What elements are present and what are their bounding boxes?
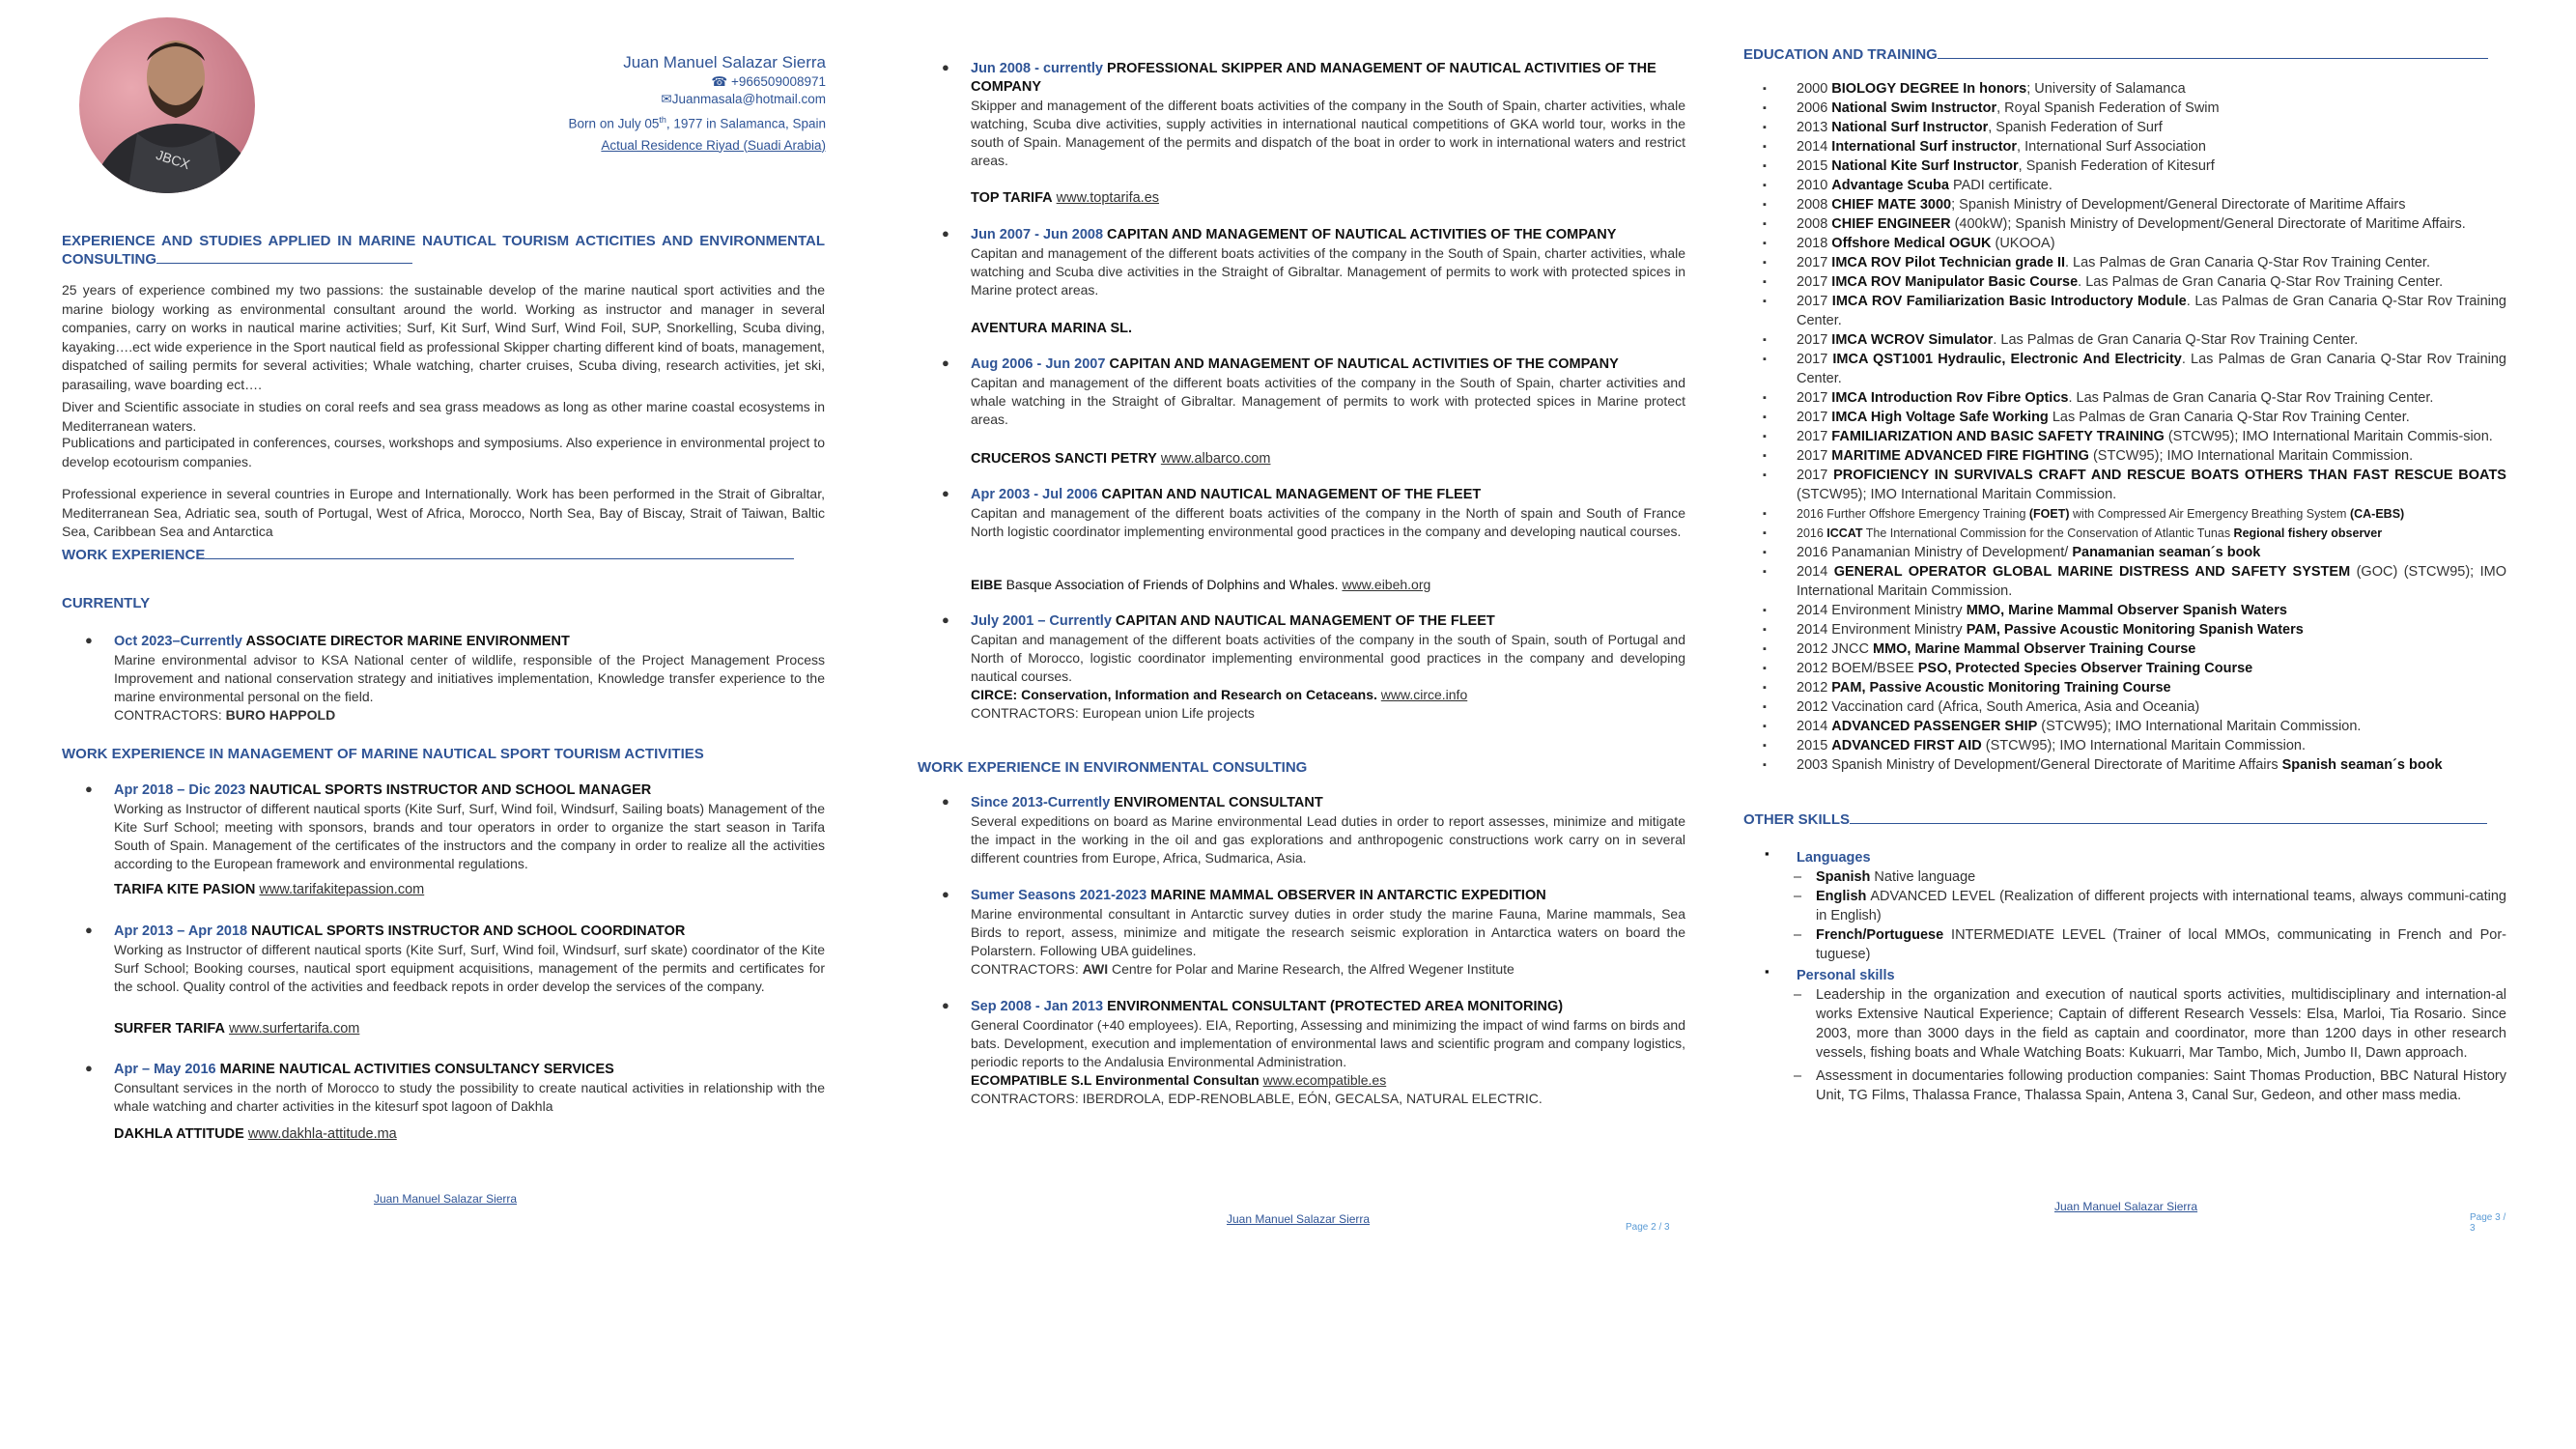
education-item [1743, 137, 2506, 156]
bullet-icon: ● [85, 633, 93, 647]
org-dakhla-attitude [114, 1126, 397, 1142]
section-title-education [1743, 46, 2488, 63]
edu-title: ICCAT [1826, 526, 1863, 540]
birth-prefix: Born on July 05 [568, 116, 660, 131]
entry-date: Oct 2023–Currently [114, 634, 242, 649]
section-rule [1850, 822, 2487, 824]
edu-year: 2010 [1797, 178, 1832, 193]
section-title-text: OTHER SKILLS [1743, 811, 1851, 828]
entry-contractors [971, 1090, 1685, 1108]
edu-year: 2017 [1797, 255, 1832, 270]
edu-year: 2015 [1797, 738, 1832, 753]
section-rule [156, 262, 412, 264]
personal-skills-heading: ▪ Personal skills [1743, 966, 2506, 985]
edu-year: 2017 [1797, 332, 1832, 348]
org-website-link[interactable]: www.dakhla-attitude.ma [247, 1126, 397, 1142]
education-item [1743, 388, 2506, 408]
summary-paragraph-4: Professional experience in several countries in Europe and Internationally. Work has been performed in the Strait of Gibraltar, Mediterranean Sea, Adriatic sea, south of Portugal, West of Africa, Morocco, North Sea, Bay of Biscay, Strait of Taiwan, Baltic Sea, Caribbean Sea and Antarctica [62, 486, 825, 539]
education-item [1743, 408, 2506, 427]
entry-contractors [971, 960, 1685, 979]
education-item [1743, 524, 2506, 543]
edu-title: National Kite Surf Instructor [1831, 158, 2019, 174]
bullet-icon: ● [942, 998, 949, 1012]
education-item [1743, 156, 2506, 176]
entry-contractors [971, 704, 1685, 723]
entry-date: Apr 2018 – Dic 2023 [114, 782, 246, 798]
edu-title-2: Regional fishery observer [2233, 526, 2383, 540]
edu-title: IMCA ROV Manipulator Basic Course [1831, 274, 2079, 290]
entry-heading [971, 355, 1685, 374]
entry-heading [114, 1061, 825, 1079]
education-item [1743, 755, 2506, 775]
entry-date: July 2001 – Currently [971, 613, 1112, 629]
profile-photo [79, 17, 255, 193]
language-item [1743, 925, 2506, 964]
entry-title: CAPITAN AND MANAGEMENT OF NAUTICAL ACTIVITIES OF THE COMPANY [1107, 227, 1617, 242]
edu-title: PROFICIENCY IN SURVIVALS CRAFT AND RESCUE BOATS OTHERS THAN FAST RESCUE BOATS [1833, 468, 2506, 483]
entry-heading [971, 794, 1685, 812]
language-level: ADVANCED LEVEL (Realization of different projects with international teams, always communi-cating in English) [1816, 889, 2506, 923]
bullet-icon: ● [942, 486, 949, 500]
skipper-entry-5 [942, 612, 1685, 723]
edu-title: GENERAL OPERATOR GLOBAL MARINE DISTRESS AND SAFETY SYSTEM [1833, 564, 2351, 580]
org-name: CIRCE: Conservation, Information and Research on Cetaceans. [971, 687, 1377, 702]
education-list [1743, 79, 2506, 775]
edu-detail: (STCW95); IMO International Maritain Commission. [1981, 738, 2306, 753]
section-rule [205, 557, 794, 559]
org-name: TARIFA KITE PASION [114, 882, 256, 897]
edu-detail: Las Palmas de Gran Canaria Q-Star Rov Training Center. [2048, 410, 2410, 425]
entry-heading [114, 923, 825, 941]
page3-footer-name: Juan Manuel Salazar Sierra [2054, 1200, 2198, 1213]
section-title-text: WORK EXPERIENCE [62, 547, 206, 563]
org-aventura-marina [971, 321, 1132, 336]
education-item [1743, 176, 2506, 195]
edu-year: 2017 [1797, 274, 1832, 290]
edu-year: 2014 Environment Ministry [1797, 622, 1967, 638]
edu-year: 2008 [1797, 197, 1832, 213]
language-item [1743, 867, 2506, 887]
bullet-icon: ● [942, 355, 949, 370]
edu-detail: . Las Palmas de Gran Canaria Q-Star Rov Training Center. [2065, 255, 2430, 270]
entry-description: Capitan and management of the different boats activities of the company in the North of spain and South of France North logistic coordinator implementing environmental good practices in the company and developing nautical courses. [971, 505, 1685, 539]
entry-heading [971, 60, 1685, 97]
education-item [1743, 717, 2506, 736]
edu-title: BIOLOGY DEGREE In honors [1831, 81, 2027, 97]
entry-description: Consultant services in the north of Morocco to study the possibility to create nautical activities in relationship with the whale watching and charter activities in the kitesurf spot lagoon of Dakhla [114, 1080, 825, 1114]
edu-title: IMCA High Voltage Safe Working [1831, 410, 2049, 425]
page2-footer-name: Juan Manuel Salazar Sierra [1227, 1212, 1371, 1226]
org-name: EIBE [971, 577, 1003, 592]
org-name: ECOMPATIBLE S.L Environmental Consultan [971, 1072, 1260, 1088]
edu-year: 2016 Further Offshore Emergency Training [1797, 507, 2029, 521]
personal-skill-item: – Assessment in documentaries following production companies: Saint Thomas Production, BBC Natural History Unit, TG Films, Thalassa France, Thalassa Spain, Antena 3, Canal Sur, Gedeon, and other mass media. [1743, 1066, 2506, 1105]
edu-detail: (STCW95); IMO International Maritain Commis-sion. [2164, 429, 2493, 444]
candidate-name: Juan Manuel Salazar Sierra [623, 53, 826, 71]
edu-year: 2008 [1797, 216, 1832, 232]
edu-title: PAM, Passive Acoustic Monitoring Training Course [1831, 680, 2171, 696]
edu-title: IMCA QST1001 Hydraulic, Electronic And Electricity [1832, 352, 2182, 367]
education-item [1743, 736, 2506, 755]
edu-detail: , Royal Spanish Federation of Swim [1996, 100, 2220, 116]
education-item [1743, 234, 2506, 253]
contractors-value: IBERDROLA, EDP-RENOBLABLE, EÓN, GECALSA, NATURAL ELECTRIC. [1082, 1091, 1543, 1106]
language-item [1743, 887, 2506, 925]
contractors-bold: AWI [1082, 961, 1109, 977]
birth-sup: th [659, 115, 666, 125]
bullet-icon: ● [85, 1061, 93, 1075]
edu-title: IMCA ROV Pilot Technician grade II [1831, 255, 2065, 270]
edu-detail: . Las Palmas de Gran Canaria Q-Star Rov Training Center. [2078, 274, 2444, 290]
language-level: INTERMEDIATE LEVEL (Trainer of local MMOs, communicating in French and Por-tuguese) [1816, 927, 2506, 962]
org-name: CRUCEROS SANCTI PETRY [971, 451, 1157, 467]
entry-description: Several expeditions on board as Marine environmental Lead duties in order to report assesses, minimize and mitigate the impact in the working in the oil and gas explorations and anthropogenic constructions work carry on in several different countries from Europe, Africa, Sudmarica, Asia. [971, 813, 1685, 866]
summary-paragraph-2: Diver and Scientific associate in studies on coral reefs and sea grass meadows as long as other marine coastal ecosystems in Mediterranean waters. [62, 399, 825, 434]
entry-title: NAUTICAL SPORTS INSTRUCTOR AND SCHOOL COORDINATOR [251, 923, 686, 939]
cv-page-3 [1743, 0, 2506, 1449]
education-item [1743, 659, 2506, 678]
org-website-link[interactable]: www.eibeh.org [1342, 577, 1431, 592]
bullet-icon: ● [942, 60, 949, 74]
org-description: Basque Association of Friends of Dolphins and Whales. [1005, 577, 1339, 592]
skipper-entry-1 [942, 60, 1685, 170]
education-item [1743, 330, 2506, 350]
edu-detail: with Compressed Air Emergency Breathing System [2069, 507, 2350, 521]
entry-title: CAPITAN AND NAUTICAL MANAGEMENT OF THE FLEET [1101, 487, 1482, 502]
language-level: Native language [1870, 869, 1976, 885]
org-website-link[interactable]: www.ecompatible.es [1262, 1072, 1387, 1088]
entry-date: Jun 2008 - currently [971, 61, 1103, 76]
entry-date: Apr 2003 - Jul 2006 [971, 487, 1098, 502]
org-website-link[interactable]: www.circe.info [1380, 687, 1468, 702]
section-title-text: EDUCATION AND TRAINING [1743, 46, 1938, 63]
contractors-value: European union Life projects [1082, 705, 1255, 721]
education-item [1743, 639, 2506, 659]
email-line [569, 91, 826, 108]
education-item [1743, 678, 2506, 697]
subsection-currently: CURRENTLY [62, 595, 151, 611]
education-item [1743, 79, 2506, 99]
entry-description: Capitan and management of the different boats activities of the company in the South of Spain, charter activities, whale watching and Scuba dive activities in the Straight of Gibraltar. Management of permits to work with protected spices in Marine protect areas. [971, 245, 1685, 298]
edu-title: Panamanian seaman´s book [2072, 545, 2261, 560]
entry-title: ENVIRONMENTAL CONSULTANT (PROTECTED AREA MONITORING) [1107, 999, 1564, 1014]
entry-title: PROFESSIONAL SKIPPER AND MANAGEMENT OF NAUTICAL ACTIVITIES OF THE COMPANY [971, 61, 1656, 95]
education-item [1743, 292, 2506, 330]
edu-detail: , Spanish Federation of Surf [1988, 120, 2163, 135]
entry-title: ENVIROMENTAL CONSULTANT [1114, 795, 1323, 810]
entry-description: Working as Instructor of different nautical sports (Kite Surf, Surf, Wind foil, Windsurf, Sailing boats) Management of the Kite Surf School; meeting with sponsors, brands and tour operators in order to organize the start season in Tarifa South of Spain. Management of the certificates of the instructors and the company in order to realize all the activities according to the European framework and environmental regulations. [114, 801, 825, 871]
edu-year: 2012 Vaccination card (Africa, South America, Asia and Oceania) [1797, 699, 2200, 715]
entry-title: CAPITAN AND NAUTICAL MANAGEMENT OF THE FLEET [1115, 613, 1495, 629]
org-tarifa-kite-pasion [114, 882, 424, 897]
residence-link[interactable]: Actual Residence Riyad (Suadi Arabia) [601, 137, 826, 153]
profile-photo-image [79, 17, 255, 193]
bullet-icon: ● [85, 781, 93, 796]
edu-title: IMCA Introduction Rov Fibre Optics [1831, 390, 2069, 406]
email-link[interactable]: Juanmasala@hotmail.com [671, 92, 826, 106]
edu-title: CHIEF MATE 3000 [1831, 197, 1952, 213]
edu-year: 2017 [1797, 410, 1832, 425]
education-item [1743, 272, 2506, 292]
edu-title: ADVANCED FIRST AID [1831, 738, 1982, 753]
edu-year: 2014 [1797, 719, 1832, 734]
education-item [1743, 99, 2506, 118]
edu-year: 2014 [1797, 564, 1834, 580]
entry-date: Sumer Seasons 2021-2023 [971, 888, 1147, 903]
mail-icon: ✉ [661, 92, 672, 106]
edu-year: 2013 [1797, 120, 1832, 135]
education-item [1743, 118, 2506, 137]
edu-title: PSO, Protected Species Observer Training Course [1917, 661, 2253, 676]
edu-detail: (400kW); Spanish Ministry of Development/General Directorate of Maritime Affairs. [1950, 216, 2466, 232]
entry-title: MARINE NAUTICAL ACTIVITIES CONSULTANCY SERVICES [219, 1062, 614, 1077]
edu-detail: . Las Palmas de Gran Canaria Q-Star Rov Training Center. [1797, 294, 2506, 328]
org-name: TOP TARIFA [971, 190, 1053, 206]
language-name: English [1816, 889, 1867, 904]
edu-title: IMCA ROV Familiarization Basic Introductory Module [1831, 294, 2187, 309]
page1-footer-name: Juan Manuel Salazar Sierra [374, 1192, 518, 1206]
edu-title: (FOET) [2028, 507, 2070, 521]
edu-detail: ; Spanish Ministry of Development/General Directorate of Maritime Affairs [1951, 197, 2406, 213]
contractors-label: CONTRACTORS: [971, 961, 1079, 977]
env-entry-2 [942, 887, 1685, 979]
phone-number: +966509008971 [731, 74, 826, 89]
edu-title: CHIEF ENGINEER [1831, 216, 1951, 232]
edu-title: MARITIME ADVANCED FIRE FIGHTING [1831, 448, 2089, 464]
entry-heading [114, 633, 825, 651]
summary-paragraph-1: 25 years of experience combined my two passions: the sustainable develop of the marine nautical sport activities and the marine biology working as environmental consultant around the world. Working as instructor and manager in several companies, carry on works in nautical marine activities; Surf, Kit Surf, Wind Surf, Wind Foil, SUP, Snorkelling, Scuba diving, kayaking….ect wide experience in the Sport nautical field as professional Skipper charting different kind of boats, management, dispatched of sailing permits for several activities; Whale watching, charter cruises, Scuba diving, research activities, jet ski, parasailing, wave boarding ect…. [62, 282, 825, 392]
edu-title: IMCA WCROV Simulator [1831, 332, 1994, 348]
edu-title-2: (CA-EBS) [2349, 507, 2405, 521]
section-title-other-skills [1743, 811, 2487, 828]
personal-skill-item: – Leadership in the organization and execution of nautical sports activities, multidisciplinary and internation-al works Extensive Nautical Experience; Captain of different Research Vessels: Elsa, Marloi, Tia Rosario. Since 2003, more than 3000 days in the field as captain and coordinator, more than 1200 days in other research vessels, fishing boats and Whale Watching Boats: Kukuarri, Mar Tambo, Mich, Jumbo II, Dawn approach. [1743, 985, 2506, 1063]
edu-detail: , International Surf Association [2017, 139, 2206, 155]
languages-heading: ▪ Languages [1743, 848, 2506, 867]
edu-title: National Swim Instructor [1831, 100, 1997, 116]
edu-detail: PADI certificate. [1948, 178, 2052, 193]
section-title-text: EXPERIENCE AND STUDIES APPLIED IN MARINE NAUTICAL TOURISM ACTICITIES AND ENVIRONMENTAL CONSULTING [62, 233, 825, 268]
env-entry-3 [942, 998, 1685, 1108]
edu-year: 2012 JNCC [1797, 641, 1873, 657]
page2-number: Page 2 / 3 [1626, 1222, 1670, 1233]
entry-description: Working as Instructor of different nautical sports (Kite Surf, Surf, Wind foil, Windsurf, surf skate) coordinator of the Kite Surf School; Booking courses, nautical sport equipment acquisitions, management of the permits and certificates for the school. Quality control of the activities and feedback repots in order develop the services of the company. [114, 942, 825, 994]
phone-line [569, 73, 826, 91]
summary-paragraph-3: Publications and participated in conferences, courses, workshops and symposiums. Also experience in environmental project to develop ecotourism companies. [62, 435, 825, 469]
edu-year: 2015 [1797, 158, 1832, 174]
edu-detail: . Las Palmas de Gran Canaria Q-Star Rov Training Center. [1797, 352, 2506, 386]
education-item [1743, 195, 2506, 214]
entry-title: ASSOCIATE DIRECTOR MARINE ENVIRONMENT [245, 634, 570, 649]
current-job-entry [85, 633, 825, 724]
education-item [1743, 601, 2506, 620]
phone-icon: ☎ [711, 74, 728, 89]
edu-year: 2012 BOEM/BSEE [1797, 661, 1918, 676]
edu-year: 2017 [1797, 294, 1832, 309]
tourism-entry-2 [85, 923, 825, 996]
section-rule [1938, 57, 2488, 59]
edu-year: 2016 Panamanian Ministry of Development/ [1797, 545, 2073, 560]
edu-title: PAM, Passive Acoustic Monitoring Spanish Waters [1966, 622, 2304, 638]
contractors-label: CONTRACTORS: [114, 707, 222, 723]
entry-date: Apr – May 2016 [114, 1062, 216, 1077]
birth-suffix: , 1977 in Salamanca, Spain [665, 116, 826, 131]
edu-detail: , Spanish Federation of Kitesurf [2018, 158, 2215, 174]
entry-date: Jun 2007 - Jun 2008 [971, 227, 1104, 242]
edu-detail: . Las Palmas de Gran Canaria Q-Star Rov Training Center. [2068, 390, 2434, 406]
edu-title: MMO, Marine Mammal Observer Training Course [1872, 641, 2196, 657]
edu-detail: The International Commission for the Conservation of Atlantic Tunas [1862, 526, 2234, 540]
edu-year: 2000 [1797, 81, 1832, 97]
language-name: French/Portuguese [1816, 927, 1944, 943]
education-item [1743, 427, 2506, 446]
birth-info [569, 108, 826, 136]
entry-date: Aug 2006 - Jun 2007 [971, 356, 1106, 372]
bullet-icon: ● [942, 887, 949, 901]
contractors-value: BURO HAPPOLD [225, 707, 336, 723]
org-website-link[interactable]: www.toptarifa.es [1056, 190, 1160, 206]
svg-text:JBCX: JBCX [154, 146, 192, 173]
contractors-label: CONTRACTORS: [971, 1091, 1079, 1106]
entry-title: CAPITAN AND MANAGEMENT OF NAUTICAL ACTIVITIES OF THE COMPANY [1109, 356, 1619, 372]
org-eibe [971, 577, 1430, 592]
edu-title: ADVANCED PASSENGER SHIP [1831, 719, 2038, 734]
skills-block [1743, 848, 2506, 1105]
edu-title: Advantage Scuba [1831, 178, 1949, 193]
edu-year: 2014 Environment Ministry [1797, 603, 1967, 618]
edu-year: 2017 [1797, 448, 1832, 464]
edu-title: Offshore Medical OGUK [1831, 236, 1992, 251]
edu-detail: ; University of Salamanca [2026, 81, 2186, 97]
edu-detail: (GOC) (STCW95); IMO International Maritain Commission. [1797, 564, 2506, 599]
contractors-label: CONTRACTORS: [971, 705, 1079, 721]
section-title-tourism: WORK EXPERIENCE IN MANAGEMENT OF MARINE NAUTICAL SPORT TOURISM ACTIVITIES [62, 746, 704, 762]
page3-number: Page 3 / 3 [2470, 1212, 2506, 1234]
entry-heading [971, 486, 1685, 504]
language-name: Spanish [1816, 869, 1871, 885]
education-item [1743, 620, 2506, 639]
skipper-entry-2 [942, 226, 1685, 299]
entry-date: Sep 2008 - Jan 2013 [971, 999, 1104, 1014]
edu-title: International Surf instructor [1831, 139, 2018, 155]
edu-year: 2017 [1797, 429, 1832, 444]
bullet-icon: ● [942, 612, 949, 627]
section-title-env-consulting: WORK EXPERIENCE IN ENVIRONMENTAL CONSULTING [918, 759, 1308, 776]
edu-detail: (UKOOA) [1991, 236, 2055, 251]
education-item [1743, 466, 2506, 504]
contact-block [569, 52, 826, 156]
education-item [1743, 253, 2506, 272]
entry-date: Since 2013-Currently [971, 795, 1111, 810]
entry-heading [114, 781, 825, 800]
org-website-link[interactable]: www.albarco.com [1160, 451, 1271, 467]
education-item [1743, 543, 2506, 562]
entry-heading [971, 226, 1685, 244]
edu-year: 2017 [1797, 468, 1834, 483]
skipper-entry-4 [942, 486, 1685, 541]
edu-year: 2012 [1797, 680, 1832, 696]
cv-page-2 [918, 0, 1685, 1449]
bullet-icon: ● [85, 923, 93, 937]
skipper-entry-3 [942, 355, 1685, 429]
edu-year: 2018 [1797, 236, 1832, 251]
contractors-value: Centre for Polar and Marine Research, the Alfred Wegener Institute [1111, 961, 1514, 977]
education-item [1743, 214, 2506, 234]
edu-title: National Surf Instructor [1831, 120, 1989, 135]
section-title-experience-studies [62, 232, 825, 269]
org-surfer-tarifa [114, 1021, 359, 1037]
entry-heading [971, 887, 1685, 905]
org-website-link[interactable]: www.tarifakitepassion.com [259, 882, 425, 897]
entry-organisation [971, 686, 1685, 704]
org-name: SURFER TARIFA [114, 1021, 225, 1037]
edu-detail: . Las Palmas de Gran Canaria Q-Star Rov Training Center. [1993, 332, 2359, 348]
entry-title: NAUTICAL SPORTS INSTRUCTOR AND SCHOOL MANAGER [249, 782, 652, 798]
org-website-link[interactable]: www.surfertarifa.com [228, 1021, 360, 1037]
bullet-icon: ● [942, 226, 949, 241]
entry-description: Capitan and management of the different boats activities of the company in the South of Spain, charter activities and whale watching in the Straight of Gibraltar. Management of permits to work with protected spices in Marine protect areas. [971, 375, 1685, 427]
entry-heading [971, 998, 1685, 1016]
edu-year: 2017 [1797, 352, 1833, 367]
education-item [1743, 350, 2506, 388]
edu-year: 2014 [1797, 139, 1832, 155]
entry-date: Apr 2013 – Apr 2018 [114, 923, 248, 939]
org-name: DAKHLA ATTITUDE [114, 1126, 244, 1142]
tourism-entry-3 [85, 1061, 825, 1116]
edu-detail: (STCW95); IMO International Maritain Commission. [2037, 719, 2362, 734]
edu-year: 2006 [1797, 100, 1832, 116]
org-name: AVENTURA MARINA SL. [971, 321, 1133, 336]
entry-heading [971, 612, 1685, 631]
education-item [1743, 562, 2506, 601]
edu-title: Spanish seaman´s book [2281, 757, 2443, 773]
education-item [1743, 504, 2506, 524]
section-title-work-experience [62, 547, 794, 563]
edu-title: FAMILIARIZATION AND BASIC SAFETY TRAINING [1831, 429, 2165, 444]
edu-year: 2003 Spanish Ministry of Development/General Directorate of Maritime Affairs [1797, 757, 2282, 773]
env-entry-1 [942, 794, 1685, 867]
edu-year: 2016 [1797, 526, 1827, 540]
edu-detail: (STCW95); IMO International Maritain Commission. [2088, 448, 2414, 464]
entry-contractors [114, 706, 825, 724]
entry-description: Skipper and management of the different boats activities of the company in the South of Spain, charter activities, whale watching, Scuba dive activities, supply activities in international nautical competitions of GKA world tour, works in the south of Spain. Management of the permits and dispatch of the boat in order to work in international waters and restrict areas. [971, 98, 1685, 168]
edu-detail: (STCW95); IMO International Maritain Commission. [1797, 487, 2117, 502]
entry-description: Capitan and management of the different boats activities of the company in the south of Spain, south of Portugal and North of Morocco, logistic coordinator implementing environmental good practices in the company and developing nautical courses. [971, 632, 1685, 684]
tourism-entry-1 [85, 781, 825, 873]
org-cruceros-sancti-petry [971, 451, 1270, 467]
education-item [1743, 446, 2506, 466]
cv-page-1 [53, 0, 826, 1449]
entry-description: Marine environmental consultant in Antarctic survey duties in order study the marine Fauna, Marine mammals, Sea Birds to report, assess, minimize and mitigate the research seismic exploration in Antarctica waters on board the Polarstern. Following UBA guidelines. [971, 906, 1685, 958]
bullet-icon: ● [942, 794, 949, 809]
edu-title: MMO, Marine Mammal Observer Spanish Waters [1966, 603, 2287, 618]
entry-description: General Coordinator (+40 employees). EIA, Reporting, Assessing and minimizing the impact of wind farms on birds and bats. Development, execution and implementation of environmental laws and scientific program and company logistics, periodic reports to the Andalusia Environmental Administration. [971, 1017, 1685, 1069]
entry-description: Marine environmental advisor to KSA National center of wildlife, responsible of the Project Management Process Improvement and national conservation strategy and initiatives implementation, Knowledge transfer experience to the marine environmental personal on the field. [114, 652, 825, 704]
entry-title: MARINE MAMMAL OBSERVER IN ANTARCTIC EXPEDITION [1150, 888, 1546, 903]
education-item [1743, 697, 2506, 717]
edu-year: 2017 [1797, 390, 1832, 406]
entry-organisation [971, 1071, 1685, 1090]
org-top-tarifa [971, 190, 1159, 206]
